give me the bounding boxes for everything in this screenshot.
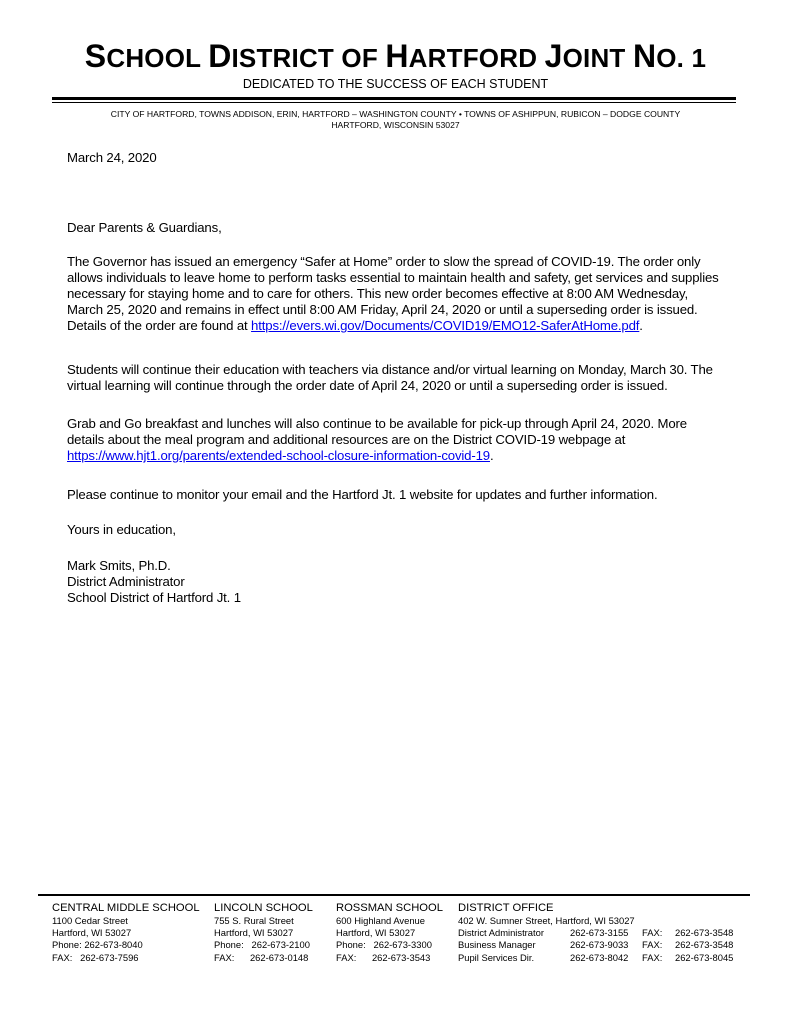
school-fax: FAX: 262-673-0148 bbox=[214, 951, 309, 963]
footer-rule bbox=[38, 894, 750, 896]
office-fax-label: FAX: bbox=[642, 951, 663, 963]
school-street: 600 Highland Avenue bbox=[336, 915, 425, 926]
heading-part: ARTFORD bbox=[408, 43, 545, 73]
office-fax: 262-673-3548 bbox=[675, 927, 734, 939]
paragraph-monitor: Please continue to monitor your email and the Hartford Jt. 1 website for updates and further information. bbox=[67, 487, 658, 502]
heading-part: ISTRICT OF bbox=[231, 43, 386, 73]
school-name: ROSSMAN SCHOOL bbox=[336, 902, 443, 914]
office-role: District Administrator bbox=[458, 927, 544, 939]
school-city: Hartford, WI 53027 bbox=[336, 927, 416, 939]
heading-part: CHOOL bbox=[106, 43, 209, 73]
office-phone: 262-673-9033 bbox=[570, 939, 629, 951]
paragraph-virtual-learning: Students will continue their education with teachers via distance and/or virtual learning on Monday, March 30. The virtual learning will continue through the order date of April 24, 2020 or until a superseding order is issued. bbox=[67, 362, 713, 393]
paragraph-text: The Governor has issued an emergency “Safer at Home” order to slow the spread of COVID-19. The order only allows individuals to leave home to perform tasks essential to maintain health and safety, get services and supplies necessary for staying home and to care for others. This new order becomes effective at 8:00 AM Wednesday, March 25, 2020 and remains in effect until 8:00 AM Friday, April 24, 2020 or until a superseding order is issued. Details of the order are found at bbox=[67, 254, 719, 333]
school-phone: Phone: 262-673-8040 bbox=[52, 939, 143, 951]
heading-initial: D bbox=[208, 38, 232, 74]
signer-title: District Administrator bbox=[67, 574, 185, 589]
signer-organization: School District of Hartford Jt. 1 bbox=[67, 590, 241, 605]
office-fax: 262-673-3548 bbox=[675, 939, 734, 951]
footer-lincoln bbox=[214, 902, 313, 964]
heading-initial: H bbox=[385, 38, 409, 74]
office-phone: 262-673-3155 bbox=[570, 927, 629, 939]
school-street: 755 S. Rural Street bbox=[214, 915, 294, 926]
school-city: Hartford, WI 53027 bbox=[52, 927, 132, 939]
safer-at-home-link[interactable]: https://evers.wi.gov/Documents/COVID19/EMO12-SaferAtHome.pdf bbox=[251, 318, 640, 333]
district-name-heading bbox=[0, 38, 791, 75]
office-contact-row bbox=[458, 927, 733, 939]
office-fax-label: FAX: bbox=[642, 939, 663, 951]
paragraph-text: . bbox=[489, 448, 494, 463]
office-contact-row bbox=[458, 939, 733, 951]
school-name: LINCOLN SCHOOL bbox=[214, 902, 313, 914]
school-fax: FAX: 262-673-7596 bbox=[52, 951, 139, 963]
towns-line: CITY OF HARTFORD, TOWNS ADDISON, ERIN, HARTFORD – WASHINGTON COUNTY • TOWNS OF ASHIPPUN, RUBICON – DODGE COUNTY bbox=[110, 109, 681, 119]
office-contact-row bbox=[458, 952, 733, 964]
school-fax: FAX: 262-673-3543 bbox=[336, 951, 431, 963]
paragraph-text: Grab and Go breakfast and lunches will also continue to be available for pick-up through April 24, 2020. More details about the meal program and additional resources are on the District COVID-19 webpage at bbox=[67, 416, 687, 447]
school-street: 1100 Cedar Street bbox=[52, 915, 128, 926]
heading-part: OINT bbox=[562, 43, 633, 73]
paragraph-text: . bbox=[639, 318, 643, 333]
heading-part: O. 1 bbox=[656, 43, 707, 73]
signature-block bbox=[67, 558, 727, 606]
paragraph-meals bbox=[67, 416, 727, 464]
office-phone: 262-673-8042 bbox=[570, 951, 629, 963]
office-name: DISTRICT OFFICE bbox=[458, 902, 554, 914]
footer-district-office bbox=[458, 902, 733, 964]
school-city: Hartford, WI 53027 bbox=[214, 927, 294, 939]
paragraph-safer-at-home bbox=[67, 254, 727, 334]
covid-webpage-link[interactable]: https://www.hjt1.org/parents/extended-school-closure-information-covid-19 bbox=[67, 448, 490, 463]
towns-line: HARTFORD, WISCONSIN 53027 bbox=[331, 120, 460, 130]
office-role: Business Manager bbox=[458, 939, 536, 951]
heading-initial: N bbox=[632, 38, 657, 74]
heading-initial: J bbox=[544, 38, 563, 74]
school-name: CENTRAL MIDDLE SCHOOL bbox=[52, 902, 200, 914]
office-address: 402 W. Sumner Street, Hartford, WI 53027 bbox=[458, 915, 635, 926]
heading-initial: S bbox=[84, 38, 107, 74]
footer-rossman bbox=[336, 902, 443, 964]
school-phone: Phone: 262-673-2100 bbox=[214, 939, 310, 951]
header-rule-thin bbox=[52, 102, 736, 103]
office-role: Pupil Services Dir. bbox=[458, 951, 535, 963]
closing: Yours in education, bbox=[67, 522, 176, 537]
office-fax: 262-673-8045 bbox=[675, 951, 734, 963]
office-fax-label: FAX: bbox=[642, 927, 663, 939]
school-phone: Phone: 262-673-3300 bbox=[336, 939, 432, 951]
footer-central-middle bbox=[52, 902, 200, 964]
towns-served bbox=[0, 109, 791, 131]
header-rule-thick bbox=[52, 97, 736, 100]
tagline: DEDICATED TO THE SUCCESS OF EACH STUDENT bbox=[242, 77, 549, 91]
salutation: Dear Parents & Guardians, bbox=[67, 220, 222, 235]
signer-name: Mark Smits, Ph.D. bbox=[67, 558, 171, 573]
letter-date: March 24, 2020 bbox=[67, 150, 157, 165]
